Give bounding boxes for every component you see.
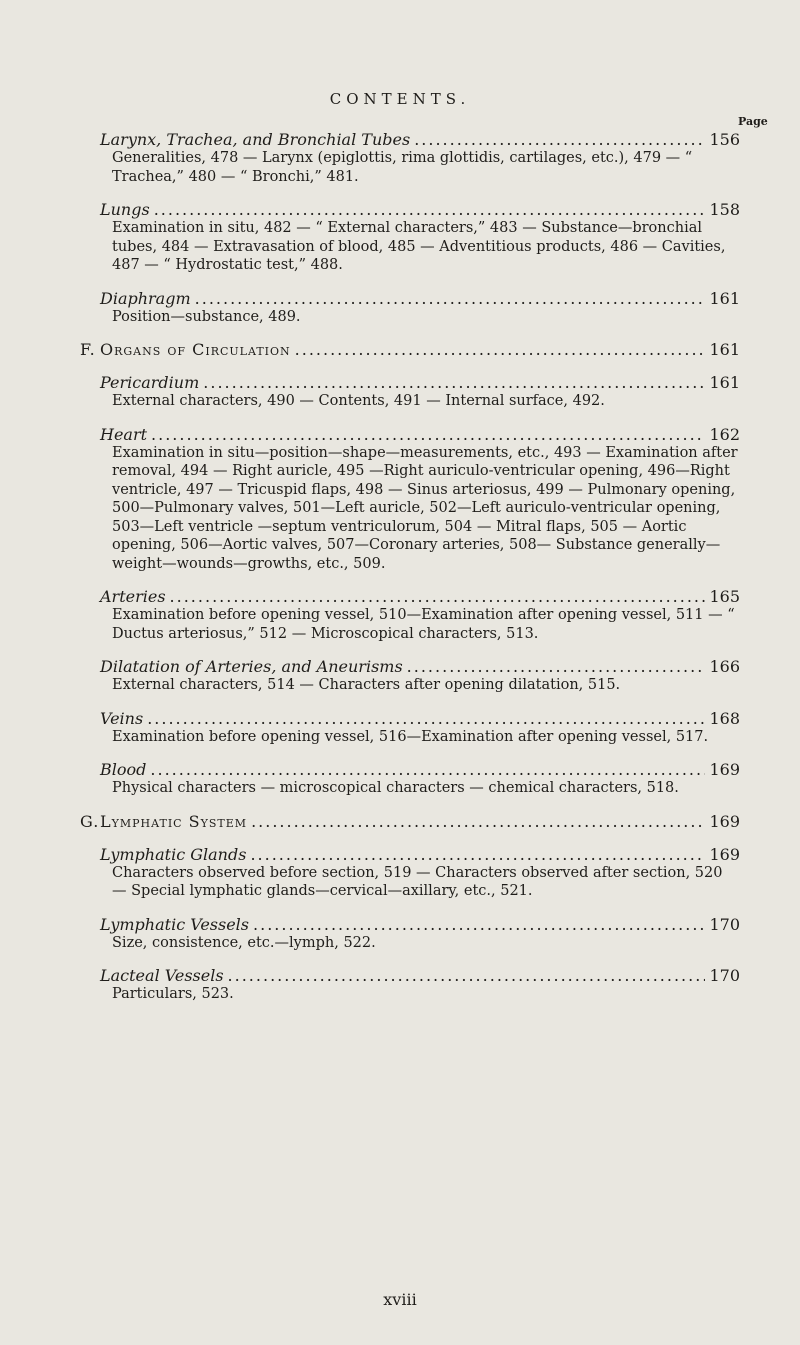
entry-title	[100, 425, 147, 444]
entry-description: Examination in situ, 482 — “ External characters,” 483 — Substance—bronchial tubes, 484 — Extravasation of blood, 485 — Adventitious products, 486 — Cavities, 487 — “ Hydrostatic test,” 488.	[112, 220, 726, 273]
entry-description: Examination in situ—position—shape—measurements, etc., 493 — Examination after removal, 494 — Right auricle, 495 —Right auriculo-ventricular opening, 496—Right ventricle, 497 — Tricuspid flaps, 498 — Sinus arteriosus, 499 — Pulmonary opening, 500—Pulmonary valves, 501—Left auricle, 502—Left auriculo-ventricular opening, 503—Left ventricle —septum ventriculorum, 504 — Mitral flaps, 505 — Aortic opening, 506—Aortic valves, 507—Coronary arteries, 508— Substance generally—weight—wounds—growths, etc., 509.	[112, 444, 738, 572]
entry-description: External characters, 490 — Contents, 491 — Internal surface, 492.	[112, 393, 605, 409]
entry-title-text: Blood	[100, 760, 147, 779]
entry-title-text: Arteries	[100, 587, 166, 606]
dot-leader	[295, 340, 706, 359]
entry-title	[100, 915, 249, 934]
page-number: 168	[709, 708, 740, 728]
contents-entry	[100, 966, 740, 1004]
page-number: 170	[709, 966, 740, 985]
dot-leader	[253, 915, 705, 934]
contents-entry	[100, 130, 740, 186]
page-number: 158	[709, 200, 740, 219]
entry-title	[100, 373, 199, 392]
entry-description: Position—substance, 489.	[112, 308, 301, 325]
dot-leader	[195, 289, 706, 308]
entry-line	[80, 811, 740, 831]
section-letter: G.	[80, 811, 100, 831]
page-column-label: Page	[738, 115, 768, 128]
entry-description: Examination before opening vessel, 510—Examination after opening vessel, 511 — “ Ductus arteriosus,” 512 — Microscopical characters, 513.	[112, 607, 735, 642]
contents-entry	[100, 200, 740, 275]
contents-entry	[100, 760, 740, 798]
entry-line	[100, 845, 740, 864]
page-number: 161	[709, 288, 740, 308]
page-number: 169	[709, 844, 740, 864]
dot-leader	[251, 812, 705, 831]
entry-line	[100, 915, 740, 934]
entry-line	[100, 657, 740, 676]
entry-title	[80, 340, 291, 359]
entry-title-text: Dilatation of Arteries, and Aneurisms	[100, 657, 403, 676]
dot-leader	[147, 709, 705, 728]
contents-entry	[100, 845, 740, 901]
entry-title-text: Pericardium	[100, 373, 200, 392]
page-number: 169	[709, 760, 740, 779]
dot-leader	[250, 845, 705, 864]
contents-entry	[100, 587, 740, 643]
entry-line	[100, 373, 740, 392]
entry-line	[100, 130, 740, 149]
dot-leader	[151, 425, 705, 444]
entry-title	[100, 289, 191, 308]
dot-leader	[203, 373, 705, 392]
page-number-footer: xviii	[383, 1290, 417, 1309]
entry-line	[100, 966, 740, 985]
entry-title-text: Heart	[100, 424, 148, 444]
page-number: 161	[709, 340, 740, 359]
page-number: 166	[709, 657, 740, 676]
entry-line	[100, 709, 740, 728]
entry-title	[100, 709, 143, 728]
page-number: 165	[709, 587, 740, 606]
contents-entry	[100, 373, 740, 411]
entry-title	[100, 200, 150, 219]
dot-leader	[170, 587, 706, 606]
entry-title-text: Lymphatic Vessels	[100, 914, 250, 934]
section-entry	[80, 811, 740, 831]
entry-line	[80, 340, 740, 359]
entry-title-text: Veins	[100, 708, 144, 728]
entry-title	[100, 130, 410, 149]
dot-leader	[414, 130, 705, 149]
page-number: 170	[709, 914, 740, 934]
entry-title	[100, 657, 403, 676]
entry-title	[100, 845, 246, 864]
contents-entry	[100, 657, 740, 695]
page-number: 162	[709, 424, 740, 444]
dot-leader	[150, 760, 705, 779]
entry-title	[100, 587, 166, 606]
contents-entry	[100, 289, 740, 327]
entry-description: Examination before opening vessel, 516—Examination after opening vessel, 517.	[112, 728, 709, 745]
dot-leader	[228, 966, 706, 985]
contents-entry	[100, 915, 740, 953]
contents-list	[80, 130, 740, 1018]
entry-title	[100, 966, 224, 985]
entry-line	[100, 760, 740, 779]
entry-title-text: Lymphatic Glands	[100, 844, 247, 864]
section-entry	[80, 340, 740, 359]
entry-title-text: Diaphragm	[100, 288, 191, 308]
entry-description: Generalities, 478 — Larynx (epiglottis, rima glottidis, cartilages, etc.), 479 — “ Trachea,” 480 — “ Bronchi,” 481.	[112, 150, 693, 185]
section-letter: F.	[80, 340, 96, 359]
entry-description: Characters observed before section, 519 — Characters observed after section, 520 — Special lymphatic glands—cervical—axillary, etc., 521.	[112, 864, 723, 899]
entry-line	[100, 587, 740, 606]
contents-entry	[100, 425, 740, 574]
page-number: 169	[709, 811, 740, 831]
contents-entry	[100, 709, 740, 747]
entry-title-text: Lacteal Vessels	[100, 966, 224, 985]
entry-title	[100, 760, 146, 779]
entry-description: Size, consistence, etc.—lymph, 522.	[112, 934, 376, 951]
page-number: 156	[709, 130, 740, 149]
page-number: 161	[709, 373, 740, 392]
entry-title-text: Organs of Circulation	[100, 340, 291, 359]
entry-title	[80, 811, 248, 831]
entry-line	[100, 200, 740, 219]
page-header: CONTENTS.	[329, 90, 471, 108]
dot-leader	[154, 200, 706, 219]
entry-line	[100, 289, 740, 308]
entry-title-text: Lymphatic System	[100, 811, 248, 831]
entry-description: Particulars, 523.	[112, 986, 234, 1002]
entry-line	[100, 425, 740, 444]
entry-title-text: Lungs	[100, 200, 150, 219]
entry-title-text: Larynx, Trachea, and Bronchial Tubes	[100, 130, 411, 149]
entry-description: Physical characters — microscopical characters — chemical characters, 518.	[112, 780, 679, 796]
entry-description: External characters, 514 — Characters after opening dilatation, 515.	[112, 677, 621, 693]
dot-leader	[407, 657, 706, 676]
